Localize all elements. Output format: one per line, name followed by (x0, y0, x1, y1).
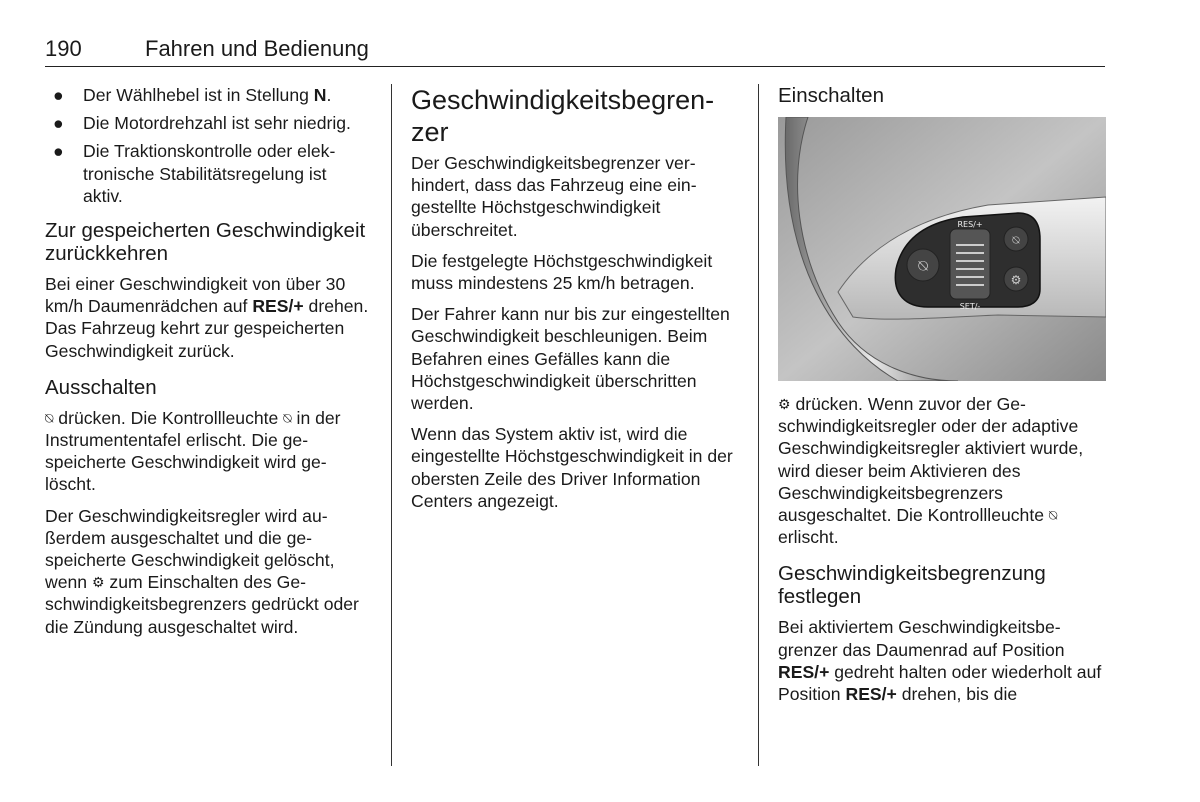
steering-wheel-illustration (778, 117, 1106, 381)
list-item: ● Die Traktionskontrolle oder elektronische Stabilitätsregelung ist aktiv. (53, 141, 336, 206)
section-heading-off: Ausschalten (45, 375, 157, 399)
speed-limiter-icon: ⚙ (778, 396, 791, 412)
list-item: ● Die Motordrehzahl ist sehr niedrig. (53, 113, 351, 134)
page-header (45, 34, 1105, 67)
page-number: 190 (45, 36, 82, 61)
paragraph: Wenn das System aktiv ist, wird die eingestellte Höchstgeschwindigkeit in der obersten Zeile des Driver Information Centers angezeigt. (411, 424, 733, 511)
cruise-control-icon: ⍉ (283, 409, 292, 426)
speed-limiter-symbol: ⚙ (1010, 273, 1022, 287)
paragraph: Die festgelegte Höchstgeschwindigkeit muss mindestens 25 km/h betragen. (411, 250, 713, 294)
speed-limiter-icon: ⚙ (91, 574, 105, 591)
paragraph: Der Geschwindigkeitsregler wird außerdem ausgeschaltet und die gespeicherte Geschwindigkeit gelöscht, wenn ⚙ zum Einschalten des Geschwindigkeitsbegrenzers gedrückt oder die Zündung ausgeschaltet wird. (45, 505, 359, 637)
section-heading-return: Zur gespeicherten Geschwindigkeit zurückkehren (45, 219, 366, 266)
set-label: SET/- (959, 302, 981, 311)
paragraph: Bei aktiviertem Geschwindigkeitsbegrenzer das Daumenrad auf Position RES/+ gedreht halten oder wiederholt auf Position RES/+ drehen, bis die (778, 617, 1102, 705)
section-heading-set: Geschwindigkeitsbegrenzung festlegen (778, 562, 1046, 609)
cruise-control-icon: ⍉ (1048, 507, 1058, 524)
section-title: Geschwindigkeitsbegrenzer (411, 85, 715, 147)
paragraph: ⚙ drücken. Wenn zuvor der Geschwindigkeitsregler oder der adaptive Geschwindigkeitsregler aktiviert wurde, wird dieser beim Aktivieren des Geschwindigkeitsbegrenzers ausgeschaltet. Die Kontrollleuchte ⍉ erlischt. (778, 394, 1084, 548)
paragraph: Der Fahrer kann nur bis zur eingestellten Geschwindigkeit beschleunigen. Beim Befahren eines Gefälles kann die Höchstgeschwindigkeit überschritten werden. (411, 304, 730, 414)
section-heading-on: Einschalten (778, 84, 884, 107)
column-3 (778, 84, 1106, 714)
column-2 (411, 84, 736, 521)
res-label: RES/+ (957, 220, 983, 229)
column-1 (45, 84, 370, 647)
column-divider (391, 84, 392, 766)
list-item: ● Der Wählhebel ist in Stellung N. (53, 85, 332, 105)
paragraph: Der Geschwindigkeitsbegrenzer verhindert, dass das Fahrzeug eine eingestellte Höchstgeschwindigkeit überschreitet. (411, 153, 697, 240)
paragraph: ⍉ drücken. Die Kontrollleuchte ⍉ in der Instrumententafel erlischt. Die gespeicherte Geschwindigkeit wird gelöscht. (45, 407, 341, 495)
cruise-cancel-symbol: ⍉ (918, 256, 928, 275)
column-divider (758, 84, 759, 766)
paragraph: Bei einer Geschwindigkeit von über 30 km/h Daumenrädchen auf RES/+ drehen. Das Fahrzeug kehrt zur gespeicherten Geschwindigkeit zurück. (45, 274, 369, 361)
cruise-control-icon: ⍉ (45, 409, 54, 426)
condition-list (45, 84, 370, 207)
adaptive-cruise-symbol: ⍉ (1012, 233, 1020, 247)
chapter-title: Fahren und Bedienung (145, 36, 369, 61)
thumbwheel (950, 229, 990, 299)
